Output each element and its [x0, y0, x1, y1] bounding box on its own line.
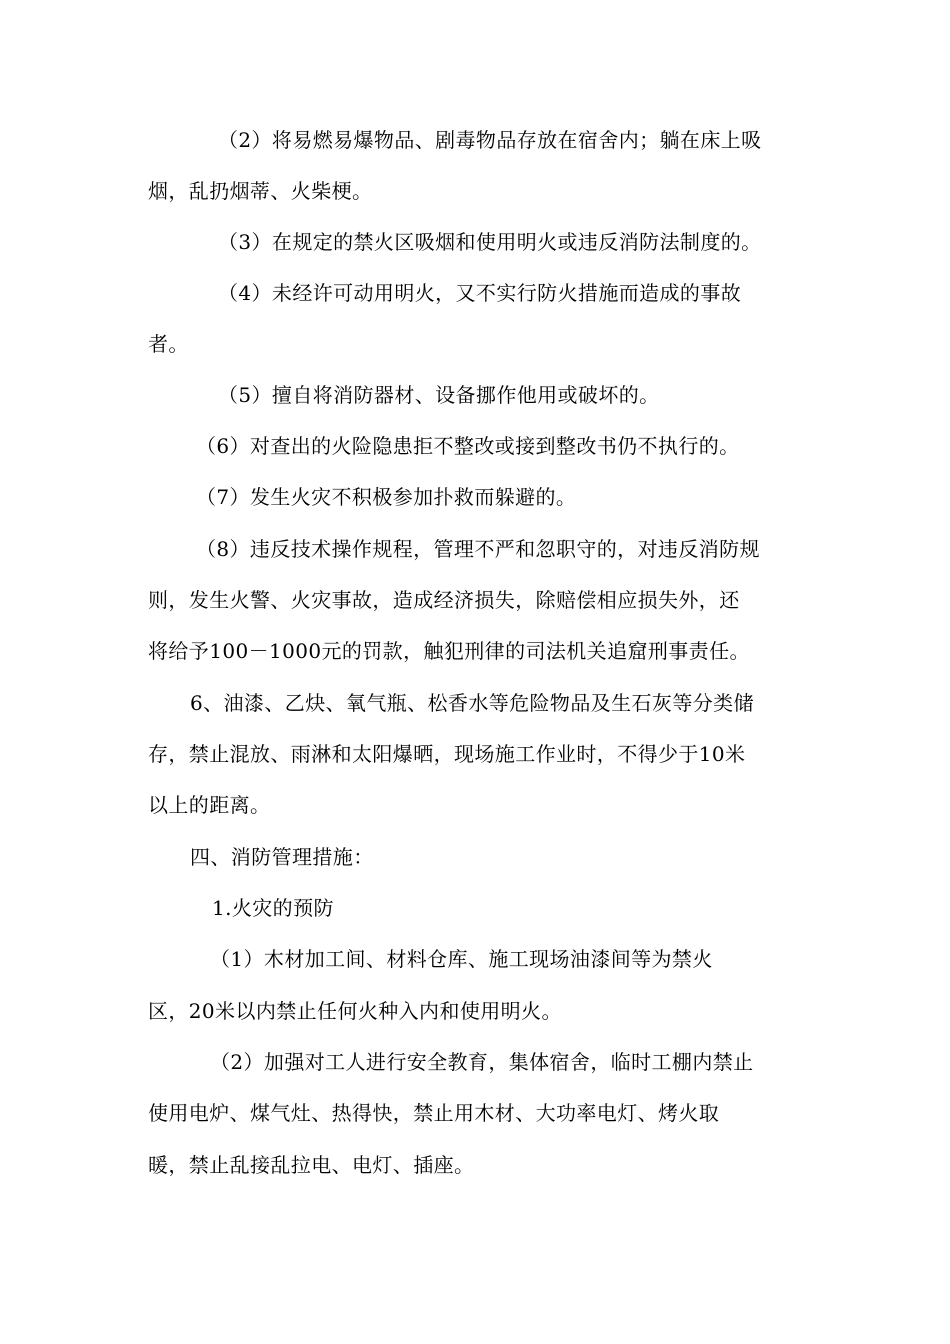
- prevention-item-2-line-2: 使用电炉、煤气灶、热得快，禁止用木材、大功率电灯、烤火取: [148, 1101, 720, 1125]
- paragraph-2-line-1: （2）将易燃易爆物品、剧毒物品存放在宿舍内；躺在床上吸: [218, 128, 762, 152]
- section-heading: 四、消防管理措施：: [190, 845, 374, 869]
- item-6-line-3: 以上的距离。: [148, 793, 271, 817]
- subsection-heading: 1.火灾的预防: [212, 896, 334, 920]
- item-6-line-2: 存，禁止混放、雨淋和太阳爆晒，现场施工作业时，不得少于10米: [148, 742, 746, 766]
- paragraph-8-line-3: 将给予100－1000元的罚款，触犯刑律的司法机关追窟刑事责任。: [148, 639, 750, 663]
- item-6-line-1: 6、油漆、乙炔、氧气瓶、松香水等危险物品及生石灰等分类储: [190, 691, 754, 715]
- paragraph-2-line-2: 烟，乱扔烟蒂、火柴梗。: [148, 179, 373, 203]
- prevention-item-1-line-1: （1）木材加工间、材料仓库、施工现场油漆间等为禁火: [210, 947, 713, 971]
- paragraph-3-line-1: （3）在规定的禁火区吸烟和使用明火或违反消防法制度的。: [218, 230, 762, 254]
- paragraph-4-line-2: 者。: [148, 332, 189, 356]
- prevention-item-1-line-2: 区，20米以内禁止任何火种入内和使用明火。: [148, 999, 562, 1023]
- paragraph-5-line-1: （5）擅自将消防器材、设备挪作他用或破坏的。: [218, 383, 660, 407]
- prevention-item-2-line-1: （2）加强对工人进行安全教育，集体宿舍，临时工棚内禁止: [210, 1050, 754, 1074]
- paragraph-8-line-1: （8）违反技术操作规程，管理不严和忽职守的，对违反消防规: [196, 537, 760, 561]
- paragraph-7-line-1: （7）发生火灾不积极参加扑救而躲避的。: [196, 485, 577, 509]
- paragraph-6-line-1: （6）对查出的火险隐患拒不整改或接到整改书仍不执行的。: [196, 434, 740, 458]
- paragraph-4-line-1: （4）未经许可动用明火，又不实行防火措施而造成的事故: [218, 281, 742, 305]
- paragraph-8-line-2: 则，发生火警、火灾事故，造成经济损失，除赔偿相应损失外，还: [148, 588, 740, 612]
- prevention-item-2-line-3: 暖，禁止乱接乱拉电、电灯、插座。: [148, 1153, 475, 1177]
